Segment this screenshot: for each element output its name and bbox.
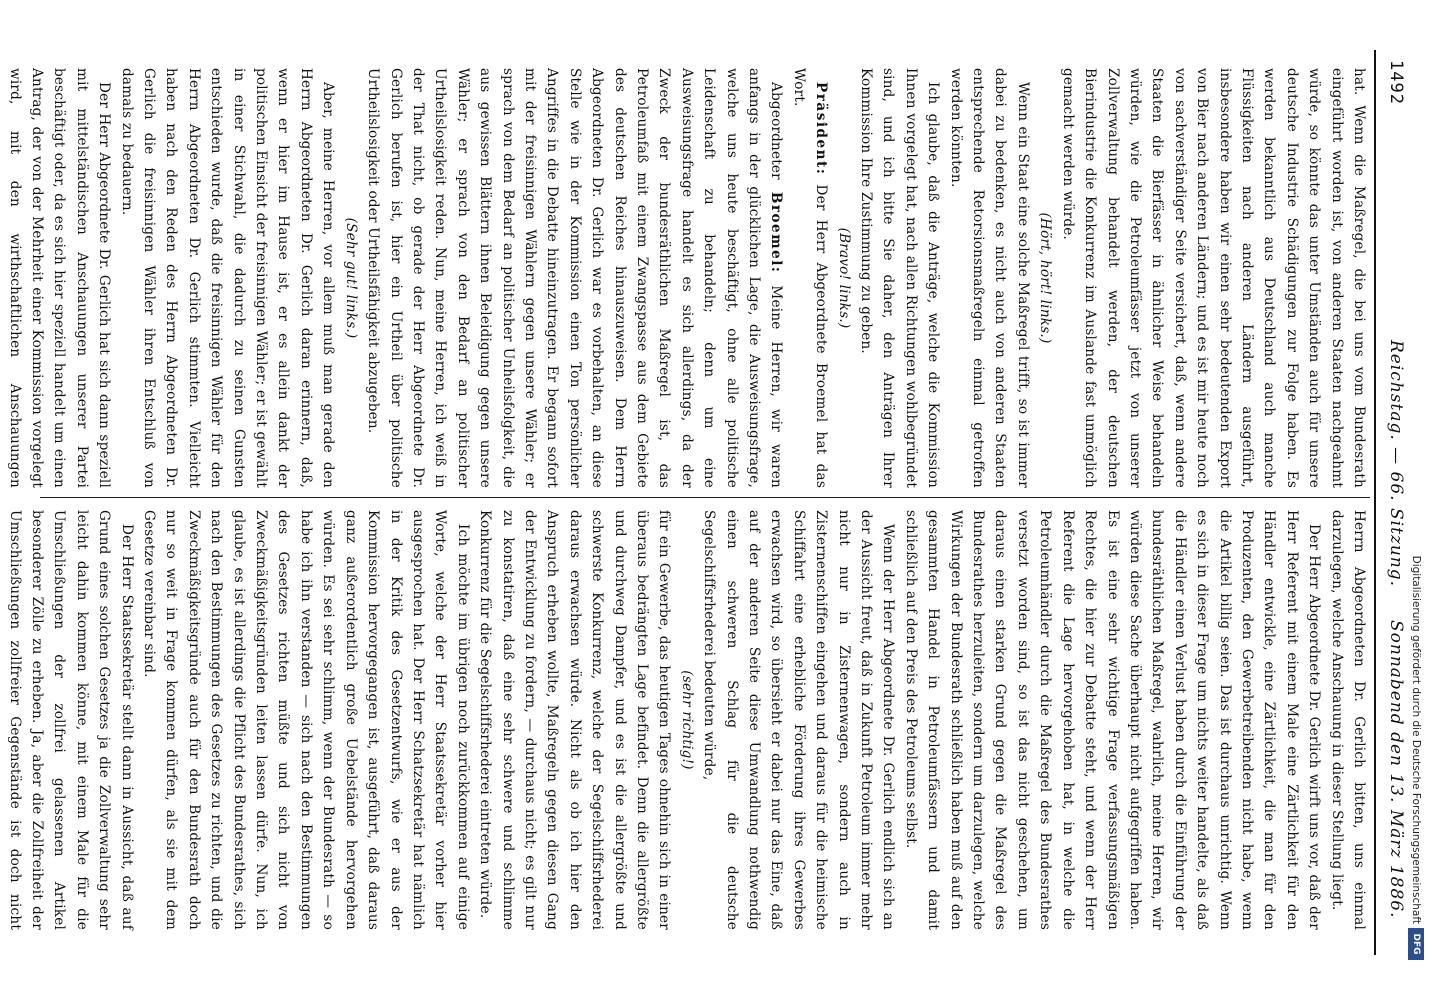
digitization-credit [1406, 40, 1428, 960]
paragraph: Aber, meine Herren, vor allem muß man gerade den Herrn Abgeordneten Dr. Gerlich daran erinnern, daß, wenn er hier im Hause ist, er es allein dankt der politischen Einsicht der freisinnigen Wähler; er ist gewählt in einer Stichwahl, die dadurch zu seinen Gunsten entschieden wurde, daß die freisinnigen Wähler für den Herrn Abgeordneten Dr. Gerlich stimmten. Vielleicht haben nach den Reden des Herrn Abgeordneten Dr. Gerlich die freisinnigen Wähler ihren Entschluß von damals zu bedauern. [118, 68, 337, 488]
speaker-line [362, 68, 788, 488]
paragraph: Der Herr Abgeordnete Dr. Gerlich hat sich dann speziell mit mittelständischen Anschauungen unserer Partei beschäftigt oder, da es sich hier speziell handelt um einen Antrag, der von der Mehrheit einer Kommission vorgelegt wird, mit den wirthschaftlichen Anschauungen [6, 68, 113, 488]
session-title: Reichstag. — 66. Sitzung. [1386, 340, 1406, 588]
dfg-logo: DFG [1408, 928, 1424, 960]
column-divider [40, 497, 1370, 498]
role-label: Abgeordneter [768, 82, 785, 180]
right-column [6, 510, 1370, 930]
speaker-label: Präsident: [813, 82, 830, 176]
paragraph-text: Der Herr Abgeordnete Broemel hat das Wort. [790, 68, 830, 488]
page-number: 1492 [1386, 60, 1406, 105]
credit-text-wrap [1404, 40, 1426, 960]
paragraph: Ich glaube, daß die Anträge, welche die Kommission Ihnen vorgelegt hat, nach allen Richtungen wohlbegründet sind, und ich bitte Sie daher, den Anträgen Ihrer Kommission Ihre Zustimmung zu geben. [858, 68, 942, 488]
paragraph: Der Herr Staatssekretär stellt dann in Aussicht, daß auf Grund eines solchen Gesetzes ja die Zollverwaltung sehr leicht dahin kommen könne, mit einem Male für die Umschließungen der zollfrei gelassenen Artikel besonderer Zölle zu erheben. Ja, aber die Zollfreiheit der Umschließungen zollfreier Gegenstände ist doch nicht [6, 510, 135, 930]
paragraph: Wenn ein Staat eine solche Maßregel trifft, so ist immer dabei zu bedenken, es nicht auch von anderen Staaten entsprechende Retorsionsmaßregeln einmal getroffen werden könnten. [947, 68, 1031, 488]
paragraph: Herrn Abgeordneten Dr. Gerlich bitten, uns einmal darzulegen, welche Anschauung in dieser Stellung liegt. [1328, 510, 1367, 930]
session-date: Sonnabend den 13. März 1886. [1386, 620, 1406, 919]
speaker-line [787, 68, 832, 488]
paragraph: Der Herr Abgeordnete Dr. Gerlich wirft uns vor, daß der Herr Referent mit einem Male eine Zärtlichkeit für den Händler entwickle, eine Zärtlichkeit, die man für den Produzenten, den Gewerbetreibenden nicht habe, wenn die Artikel billig seien. Das ist durchaus unrichtig. Wenn es sich in dieser Frage um nichts weiter handelte, als daß die Händler einen Verlust haben durch die Einführung der bundesräthlichen Maßregel, wahrlich, meine Herren, wir würden diese Sache überhaupt nicht aufgegriffen haben. Es ist eine sehr wichtige Frage verfassungsmäßigen Rechtes, die hier zur Debatte steht, und wenn der Herr Referent die Lage hervorgehoben hat, in welche die Petroleumhändler durch die Maßregel des Bundesrathes versetzt worden sind, so ist das nicht geschehen, um daraus einen starken Grund gegen die Maßregel des Bundesrathes herzuleiten, sondern um darzulegen, welche Wirkungen der Bundesrath schließlich haben muß auf den gesammten Handel in Petroleumfässern und damit schließlich auf den Preis des Petroleums selbst. [902, 510, 1323, 930]
interjection: (sehr richtig!) [678, 670, 695, 770]
paragraph: für ein Gewerbe, das heutigen Tages ohnehin sich in einer überaus bedrängten Lage befindet. Denn die allergrößte und durchweg Dampfer, und es ist die allergrößte und schwerste Konkurrenz, welche der Segelschiffsrhederei daraus erwachsen würde. Nicht als ob ich hier den Anspruch erheben wollte, Maßregeln gegen diesen Gang der Entwicklung zu fordern, — durchaus nicht; es gilt nur zu konstatiren, daß eine sehr schwere und schlimme Konkurrenz für die Segelschiffsrhederei eintreten würde. [477, 510, 673, 930]
paragraph: Ich möchte im übrigen noch zurückkommen auf einige Worte, welche der Herr Staatssekretär vorher hier ausgesprochen hat. Der Herr Schatzsekretär hat nämlich in der Kritik des Gesetzentwurfs, wie er aus der Kommission hervorgegangen ist, ausgeführt, daß daraus ganz außerordentlich große Uebelstände hervorgehen würden. Es sei sehr schlimm, wenn der Bundesrath — so habe ich ihn verstanden — sich nach den Bestimmungen des Gesetzes richten müßte und sich nicht von Zweckmäßigkeitsgründen leiten lassen dürfe. Nun, ich glaube, es ist allerdings die Pflicht des Bundesrathes, sich nach den Bestimmungen des Gesetzes zu richten, und die Zweckmäßigkeitsgründe auch für den Bundesrath doch nur so weit in Frage kommen dürfen, als sie mit dem Gesetze vereinbar sind. [141, 510, 471, 930]
credit-text: Digitalisierung gefördert durch die Deutsche Forschungsgemeinschaft [1410, 555, 1422, 924]
paragraph: Wenn der Herr Abgeordnete Dr. Gerlich endlich sich an der Aussicht freut, daß in Zukunft Petroleum immer mehr nicht nur in Zisternenwagen, sondern auch in Zisternenschiffen eingehen und daraus für die heimische Schiffahrt eine erhebliche Förderung ihres Gewerbes erwachsen wird, so übersieht er dabei nur das Eine, daß auf der anderen Seite diese Umwandlung nothwendig einen schweren Schlag für die deutsche Segelschiffsrhederei bedeuten würde, [701, 510, 897, 930]
interjection: (Sehr gut! links.) [342, 217, 359, 339]
paragraph: hat. Wenn die Maßregel, die bei uns vom Bundesrath eingeführt worden ist, von anderen Staaten nachgeahmt würde, so könnte das unter Umständen auch für unsere deutsche Industrie Schädigungen zur Folge haben. Es werden bekanntlich aus Deutschland auch manche Flüssigkeiten nach anderen Ländern ausgeführt, insbesondere haben wir einen sehr bedeutenden Export von Bier nach anderen Ländern; und es ist mir heute noch von sachverständiger Seite versichert, daß, wenn andere Staaten die Bierfässer in ähnlicher Weise behandeln würden, wie die Petroleumfässer jetzt von unserer Zollverwaltung behandelt werden, der deutschen Bierindustrie die Konkurrenz im Auslande fast unmöglich gemacht werden würde. [1059, 68, 1367, 488]
left-column [6, 68, 1370, 488]
speaker-label: Broemel: [768, 191, 785, 274]
interjection: (Bravo! links.) [835, 227, 852, 329]
header-rule [1374, 50, 1376, 955]
interjection: (Hört, hört! links.) [1037, 212, 1054, 344]
paragraph-text: Meine Herren, wir waren anfangs in der glücklichen Lage, die Ausweisungsfrage, welche uns heute beschäftigt, ohne alle politische Leidenschaft zu behandeln; denn um eine Ausweisungsfrage handelt es sich allerdings, da der Zweck der bundesräthlichen Maßregel ist, das Petroleumfaß mit einem Zwangspasse aus dem Gebiete des deutschen Reiches hinauszuweisen. Dem Herrn Abgeordneten Dr. Gerlich war es vorbehalten, an diese Stelle wie in der Kommission einen Ton persönlicher Angriffes in die Debatte hineinzutragen. Er begann sofort mit der freisinnigen Wählern gegen unsere Wähler; er sprach von dem Bedarf an politischer Unheilsfolgkeit, die aus gewissen Blättern ihnen Beleidigung gegen unsere Wähler; er sprach von den Bedarf an politischer Urtheilslosigkeit reden. Nun, meine Herren, ich weiß in der That nicht, ob gerade der Herr Abgeordnete Dr. Gerlich berufen ist, hier ein Urtheil über politische Urtheilslosigkeit oder Urtheilsfähigkeit abzugeben. [365, 68, 785, 488]
